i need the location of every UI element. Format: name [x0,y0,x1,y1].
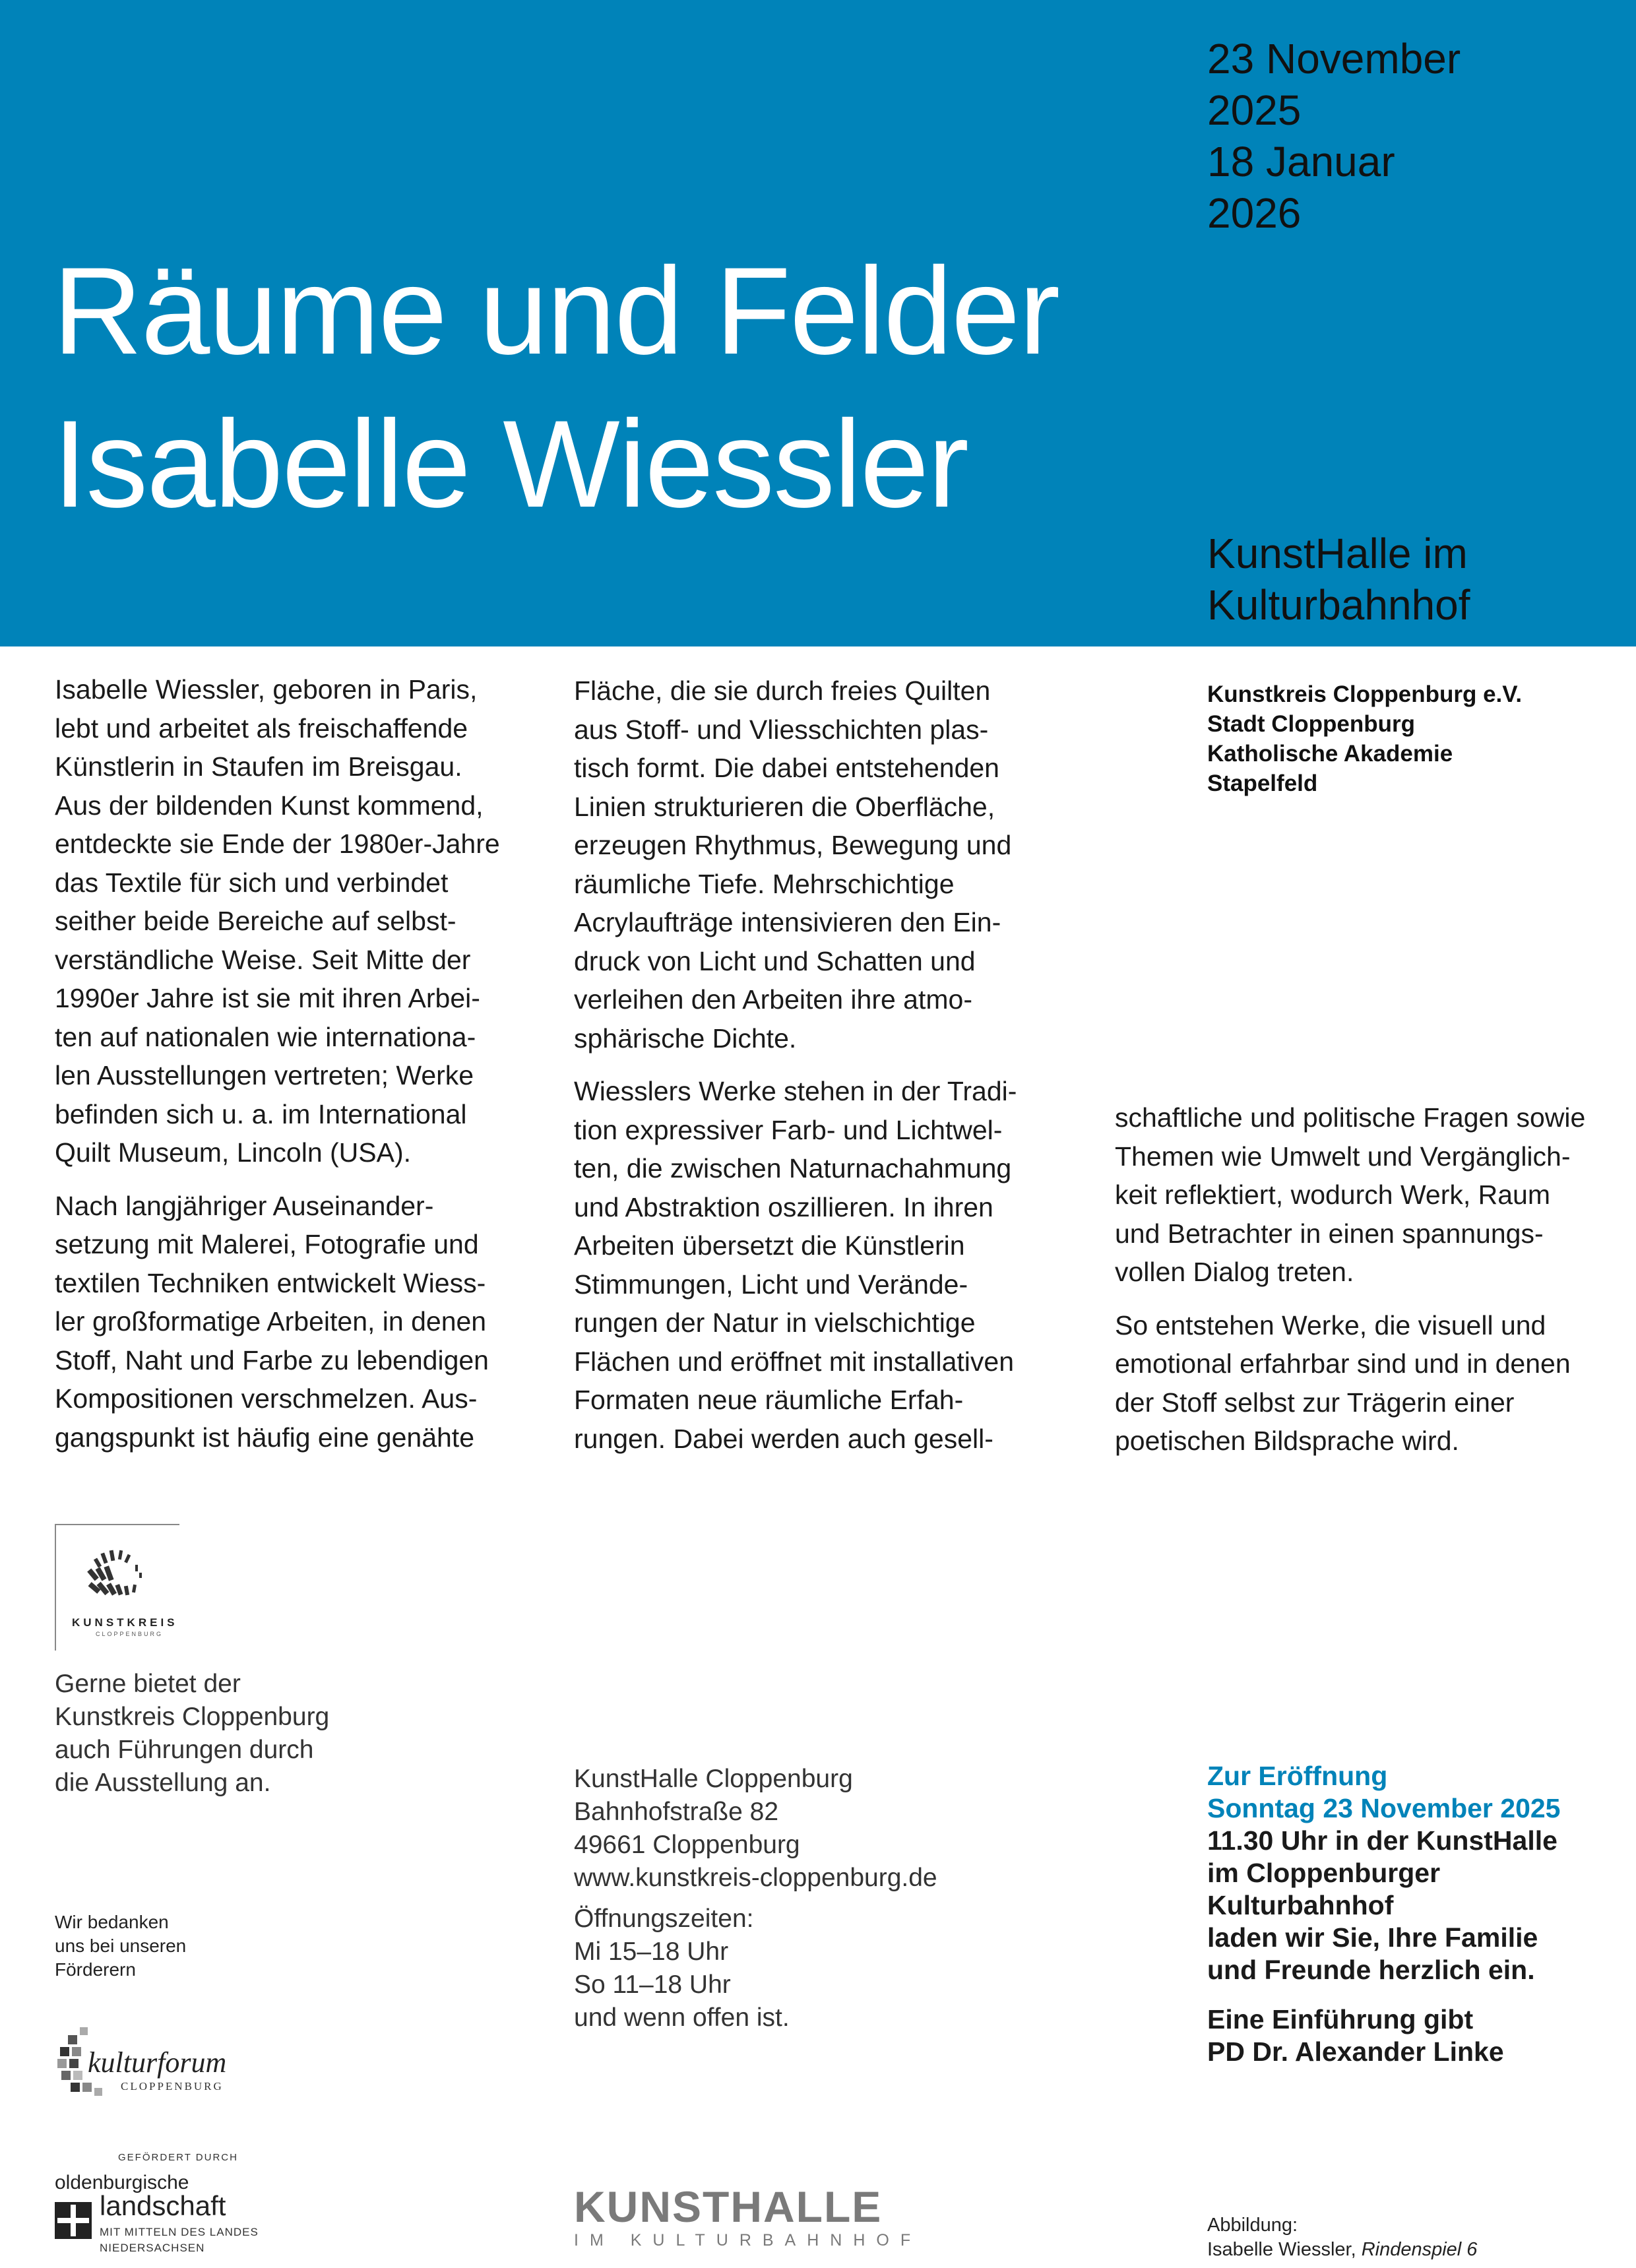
website-link[interactable]: www.kunstkreis-cloppenburg.de [574,1864,937,1892]
date-start-day: 23 November [1207,35,1461,82]
opening-line: und Freunde herzlich ein. [1207,1955,1535,1985]
organizers-list [1207,679,1522,798]
opening-line: laden wir Sie, Ihre Familie [1207,1922,1538,1953]
paragraph: schaftliche und politische Fragen sowie Themen wie Umwelt und Vergänglich- keit reflektiert, wodurch Werk, Raum und Betrachter in einen spannungs- vollen Dialog treten. [1115,1102,1586,1287]
opening-invitation [1207,1760,1560,2068]
venue-line-2: Kulturbahnhof [1207,581,1470,629]
title-line-2: Isabelle Wiessler [53,394,968,533]
introduction-speaker: PD Dr. Alexander Linke [1207,2036,1504,2067]
guide-line: auch Führungen durch [55,1736,314,1764]
kunstkreis-logo-sub: CLOPPENBURG [96,1631,164,1637]
text-column-1 [55,670,530,1471]
landschaft-line-2: landschaft [100,2190,226,2221]
address-city: 49661 Cloppenburg [574,1831,800,1859]
oldenburgische-landschaft-logo [55,2152,259,2264]
kulturforum-sub: CLOPPENBURG [121,2080,224,2093]
guide-line: Gerne bietet der [55,1670,241,1698]
date-end-day: 18 Januar [1207,138,1395,185]
opening-line: Kulturbahnhof [1207,1890,1394,1920]
image-credit [1207,2213,1477,2262]
venue-line-1: KunstHalle im [1207,530,1468,577]
landschaft-line-3: MIT MITTELN DES LANDES [100,2226,259,2238]
opening-hours-line: So 11–18 Uhr [574,1970,731,1999]
exhibition-dates [1207,33,1461,239]
credit-work-title: Rindenspiel 6 [1361,2239,1478,2260]
paragraph: So entstehen Werke, die visuell und emotional erfahrbar sind und in denen der Stoff selbst zur Trägerin einer poetischen Bildsprache wird. [1115,1309,1571,1456]
landschaft-line-1: oldenburgische [55,2172,189,2193]
paragraph: Fläche, die sie durch freies Quilten aus Stoff- und Vliesschichten plas- tisch formt. Die dabei entstehenden Linien strukturieren die Oberfläche, erzeugen Rhythmus, Bewegung und räumliche Tiefe. Mehrschichtige Acrylaufträge intensivieren den Ein- druck von Licht und Schatten und verleihen den Arbeiten ihre atmo- sphärische Dichte. [574,676,1012,1054]
opening-hours-line: Mi 15–18 Uhr [574,1937,729,1966]
landschaft-cross-icon [55,2202,92,2239]
thanks-line: Wir bedanken [55,1912,169,1932]
venue-address [574,1763,937,2034]
date-start-year: 2025 [1207,86,1302,134]
kulturforum-logo [55,2022,239,2108]
text-column-3 [1115,1098,1616,1475]
paragraph: Isabelle Wiessler, geboren in Paris, lebt und arbeitet als freischaffende Künstlerin in Staufen im Breisgau. Aus der bildenden Kunst kommend, entdeckte sie Ende der 1980er-Jahre das Textile für sich und verbindet seither beide Bereiche auf selbst- verständliche Weise. Seit Mitte der 1990er Jahre ist sie mit ihren Arbei- ten auf nationalen wie internationa- len Ausstellungen vertreten; Werke befinden sich u. a. im International Quilt Museum, Lincoln (USA). [55,674,500,1168]
title-line-1: Räume und Felder [53,241,1059,380]
opening-line: im Cloppenburger [1207,1858,1441,1888]
thanks-line: uns bei unseren [55,1936,187,1956]
credit-artist: Isabelle Wiessler, [1207,2239,1362,2260]
guide-line: Kunstkreis Cloppenburg [55,1703,330,1731]
kunsthalle-logo [574,2184,922,2250]
organizer-item: Katholische Akademie [1207,741,1453,767]
text-column-2 [574,672,1075,1472]
kulturforum-name: kulturforum [88,2046,227,2079]
kunsthalle-logo-main: KUNSTHALLE [574,2182,883,2231]
paragraph: Wiesslers Werke stehen in der Tradi- tion expressiver Farb- und Lichtwel- ten, die zwischen Naturnachahmung und Abstraktion oszillieren. In ihren Arbeiten übersetzt die Künstlerin Stimmungen, Licht und Verände- rungen der Natur in vielschichtige Flächen und eröffnet mit installativen Formaten neue räumliche Erfah- rungen. Dabei werden auch gesell- [574,1076,1017,1454]
opening-heading: Zur Eröffnung [1207,1761,1388,1791]
paragraph: Nach langjähriger Auseinander- setzung mit Malerei, Fotografie und textilen Techniken entwickelt Wiess- ler großformatige Arbeiten, in denen Stoff, Naht und Farbe zu lebendigen Kompositionen verschmelzen. Aus- gangspunkt ist häufig eine genähte [55,1190,489,1453]
organizer-item: Kunstkreis Cloppenburg e.V. [1207,681,1523,707]
organizer-item: Stadt Cloppenburg [1207,711,1415,737]
exhibition-title [53,234,1059,540]
opening-line: 11.30 Uhr in der KunstHalle [1207,1825,1557,1856]
guided-tours-note [55,1668,329,1800]
guide-line: die Ausstellung an. [55,1769,271,1797]
kunstkreis-logo-name: KUNSTKREIS [72,1616,178,1629]
funded-by-label: GEFÖRDERT DURCH [118,2152,238,2163]
spacer [1207,1986,1560,2003]
opening-hours-title: Öffnungszeiten: [574,1905,754,1933]
address-name: KunstHalle Cloppenburg [574,1765,853,1793]
landschaft-line-4: NIEDERSACHSEN [100,2242,205,2254]
opening-date: Sonntag 23 November 2025 [1207,1793,1561,1823]
credit-line [1207,2238,1477,2262]
kunstkreis-mark-icon [82,1538,155,1611]
opening-hours-line: und wenn offen ist. [574,2003,790,2032]
sponsors-thanks [55,1910,186,1982]
venue-name [1207,528,1470,631]
thanks-line: Förderern [55,1959,136,1980]
kunstkreis-logo [55,1524,179,1651]
address-street: Bahnhofstraße 82 [574,1798,779,1826]
kunsthalle-logo-sub: IM KULTURBAHNHOF [574,2231,922,2250]
introduction-line: Eine Einführung gibt [1207,2004,1474,2034]
credit-label: Abbildung: [1207,2215,1298,2236]
date-end-year: 2026 [1207,189,1302,237]
organizer-item: Stapelfeld [1207,771,1318,796]
